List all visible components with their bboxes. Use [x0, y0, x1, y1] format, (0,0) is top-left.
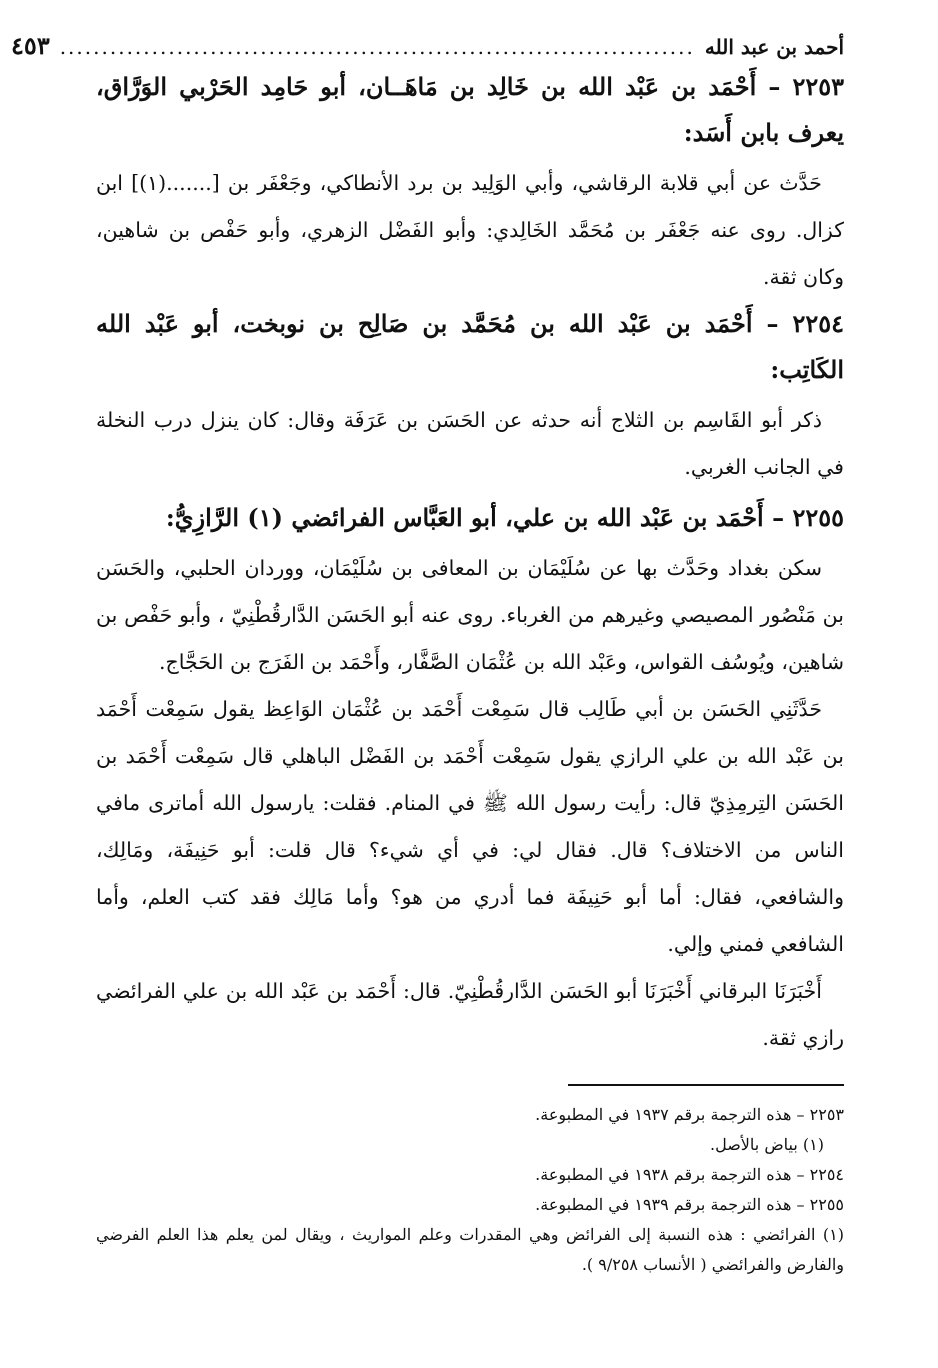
entry-heading-2255: ٢٢٥٥ – أَحْمَد بن عَبْد الله بن علي، أبو العَبَّاس الفرائضي (١) الرَّازِيُّ: [165, 503, 844, 532]
footnote: ٢٢٥٥ – هذه الترجمة برقم ١٩٣٩ في المطبوعة. [535, 1195, 844, 1214]
entry-2255-paragraph: سكن بغداد وحَدَّث بها عن سُلَيْمَان بن المعافى بن سُلَيْمَان، ووردان الحلبي، والحَسَن بن مَنْصُور المصيصي وغيرهم من الغرباء. روى عنه أبو الحَسَن الدَّارقُطْنِيّ ، وأبو حَفْص بن شاهين، ويُوسُف القواس، وعَبْد الله بن عُثْمَان الصَّفَّار، وأَحْمَد بن الفَرَج بن الحَجَّاج. [96, 556, 844, 674]
footnote-divider [568, 1084, 844, 1086]
running-head-title: أحمد بن عبد الله [704, 35, 844, 59]
entry-heading-2253: ٢٢٥٣ – أَحْمَد بن عَبْد الله بن خَالِد بن مَاهَــان، أبو حَامِد الحَرْبي الوَرَّاق، يعرف بابن أَسَد: [96, 72, 844, 147]
running-head [11, 28, 844, 64]
footnote: ٢٢٥٤ – هذه الترجمة برقم ١٩٣٨ في المطبوعة. [535, 1165, 844, 1184]
footnote: (١) بياض بالأصل. [710, 1135, 824, 1154]
entry-heading-2254: ٢٢٥٤ – أَحْمَد بن عَبْد الله بن مُحَمَّد بن صَالِح بن نوبخت، أبو عَبْد الله الكَاتِب: [96, 309, 844, 384]
entry-2255-paragraph: أَخْبَرَنَا البرقاني أَخْبَرَنَا أبو الحَسَن الدَّارقُطْنِيّ. قال: أَحْمَد بن عَبْد الله بن علي الفرائضي رازي ثقة. [96, 979, 844, 1050]
entry-2253-paragraph: حَدَّث عن أبي قلابة الرقاشي، وأبي الوَلِيد بن برد الأنطاكي، وجَعْفَر بن [.......(١)] ابن كزال. روى عنه جَعْفَر بن مُحَمَّد الخَالِدي: وأبو الفَضْل الزهري، وأبو حَفْص بن شاهين، وكان ثقة. [96, 171, 844, 289]
footnotes [96, 1100, 844, 1280]
page-number: ٤٥٣ [11, 31, 50, 60]
footnote: (١) الفرائضي : هذه النسبة إلى الفرائض وهي المقدرات وعلم المواريث ، ويقال لمن يعلم هذا العلم الفرضي والفارض والفرائضي ( الأنساب ٩/٢٥٨ ). [96, 1225, 844, 1274]
entry-2254-paragraph: ذكر أبو القَاسِم بن الثلاج أنه حدثه عن الحَسَن بن عَرَفَة وقال: كان ينزل درب النخلة في الجانب الغربي. [96, 408, 844, 479]
leader-dots: ............................................................................ [59, 35, 695, 59]
book-page [11, 28, 844, 1280]
entry-2255-paragraph: حَدَّثَنِي الحَسَن بن أبي طَالِب قال سَمِعْت أَحْمَد بن عُثْمَان الوَاعِظ يقول سَمِعْت أَحْمَد بن عَبْد الله بن علي الرازي يقول سَمِعْت أَحْمَد بن الفَضْل الباهلي قال سَمِعْت أَحْمَد بن الحَسَن التِرمِذِيّ قال: رأيت رسول الله ﷺ في المنام. فقلت: يارسول الله أماترى مافي الناس من الاختلاف؟ قال. فقال لي: في أي شيء؟ قال قلت: أبو حَنِيفَة، ومَالِك، والشافعي، فقال: أما أبو حَنِيفَة فما أدري من هو؟ وأما مَالِك فقد كتب العلم، وأما الشافعي فمني وإلي. [96, 697, 844, 956]
footnote: ٢٢٥٣ – هذه الترجمة برقم ١٩٣٧ في المطبوعة. [535, 1105, 844, 1124]
